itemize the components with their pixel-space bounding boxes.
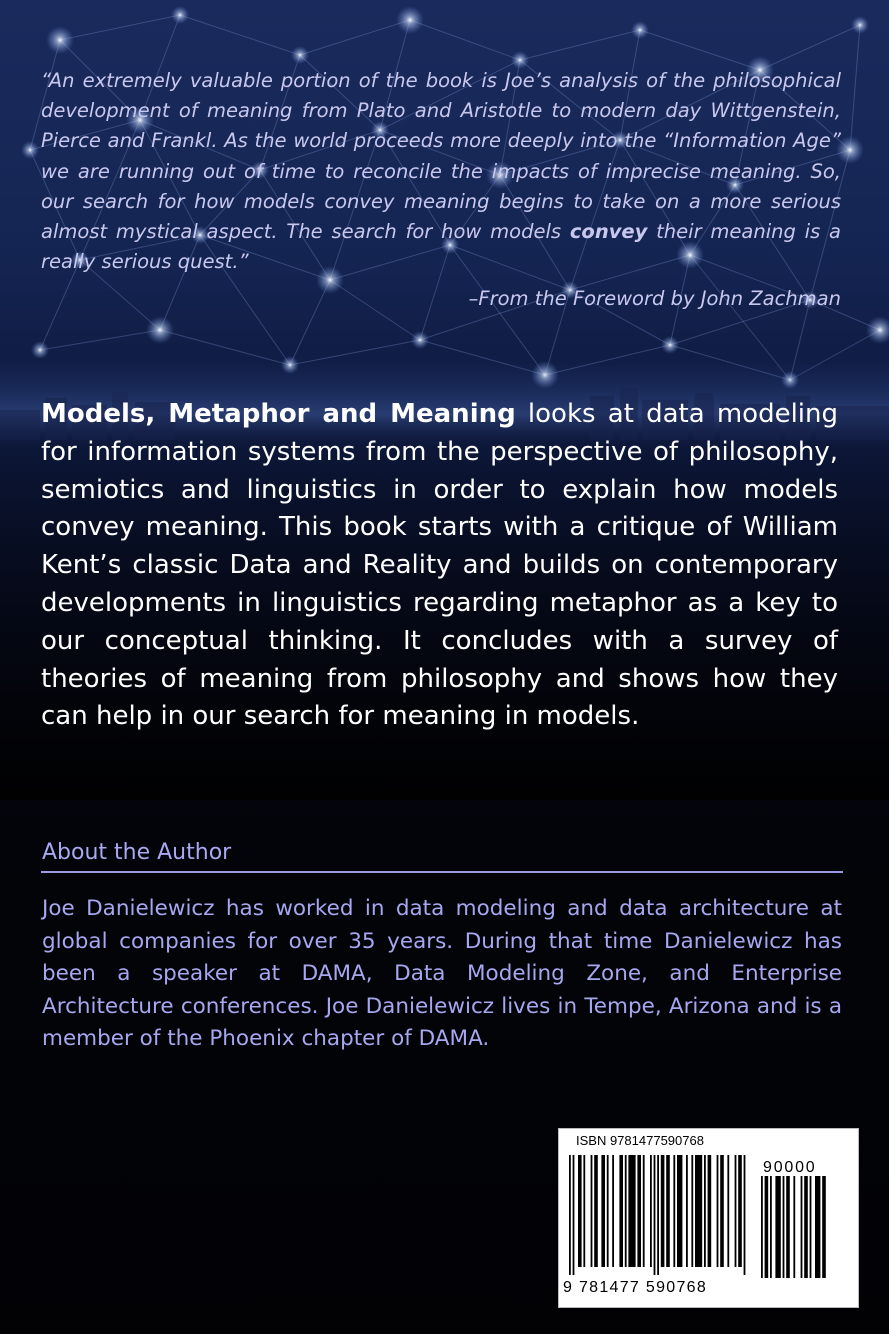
barcode-bar	[804, 1176, 808, 1278]
quote-attribution: –From the Foreword by John Zachman	[468, 287, 841, 310]
barcode-bar	[720, 1155, 724, 1267]
book-description	[41, 396, 838, 736]
network-node	[46, 26, 74, 54]
barcode-bar	[815, 1176, 820, 1278]
barcode-bar	[583, 1155, 585, 1267]
network-node	[21, 141, 39, 159]
network-node	[661, 336, 679, 354]
barcode-bar	[786, 1176, 790, 1278]
barcode-bar	[735, 1155, 737, 1267]
barcode-bar	[573, 1155, 575, 1275]
barcode-bar	[793, 1176, 795, 1278]
isbn-label: ISBN 9781477590768	[576, 1133, 704, 1148]
network-line	[300, 20, 410, 55]
barcode-bar	[643, 1155, 645, 1267]
network-line	[160, 330, 290, 365]
barcode-bar	[801, 1176, 803, 1278]
barcode-bar	[677, 1155, 682, 1267]
barcode-bar	[607, 1155, 609, 1267]
network-node	[396, 6, 424, 34]
network-line	[640, 30, 760, 70]
barcode-bar	[708, 1155, 712, 1267]
barcode-bar	[810, 1176, 812, 1278]
barcode-bar	[704, 1155, 706, 1267]
barcode-bar	[619, 1155, 623, 1267]
quote-emphasis: convey	[569, 220, 648, 244]
barcode-bar	[628, 1155, 635, 1267]
barcode-bar	[594, 1155, 598, 1267]
network-line	[40, 330, 160, 350]
book-title: Models, Metaphor and Meaning	[41, 399, 516, 429]
about-divider	[41, 871, 843, 873]
barcode-bar	[727, 1155, 729, 1267]
barcode-bar	[569, 1155, 571, 1275]
barcode-bar	[637, 1155, 641, 1267]
barcode-bar	[601, 1155, 605, 1267]
barcode-bar	[654, 1155, 656, 1275]
network-line	[520, 30, 640, 60]
foreword-quote	[41, 66, 841, 277]
about-author-heading: About the Author	[42, 840, 232, 865]
barcode-bar	[612, 1155, 614, 1267]
network-line	[290, 280, 330, 365]
barcode-bar	[775, 1176, 780, 1278]
network-node	[291, 46, 309, 64]
network-line	[330, 280, 420, 340]
barcode-bar	[761, 1176, 763, 1278]
network-node	[171, 6, 189, 24]
barcode-bar	[822, 1176, 826, 1278]
barcode-bar	[650, 1155, 652, 1267]
barcode-bar	[686, 1155, 688, 1267]
description-text: looks at data modeling for information systems from the perspective of philosophy, semiotics and linguistics in order to explain how models convey meaning. This book starts with a critique of William Kent’s classic Data and Reality and builds on contemporary developments in linguistics regarding metaphor as a key to our conceptual thinking. It concludes with a survey of theories of meaning from philosophy and shows how they can help in our search for meaning in models.	[41, 399, 838, 732]
barcode-bar	[666, 1155, 670, 1267]
quote-text-part2: their meaning is a really serious quest.”	[41, 220, 842, 274]
network-node	[411, 331, 429, 349]
barcode-bar	[770, 1176, 772, 1278]
barcode-bar	[578, 1155, 582, 1267]
isbn-digits: 9 781477 590768	[563, 1279, 708, 1296]
barcode-bar	[765, 1176, 769, 1278]
barcode-bars	[569, 1155, 755, 1281]
isbn-barcode	[558, 1128, 859, 1308]
about-author-body: Joe Danielewicz has worked in data modeling and data architecture at global companies for over 35 years. During that time Danielewicz has been a speaker at DAMA, Data Modeling Zone, and Enterprise Architecture conferences. Joe Danielewicz lives in Tempe, Arizona and is a member of the Phoenix chapter of DAMA.	[42, 896, 842, 1051]
network-node	[866, 316, 889, 344]
network-line	[760, 25, 860, 70]
price-addon-bars	[761, 1176, 849, 1281]
barcode-bar	[695, 1155, 702, 1267]
network-line	[180, 15, 300, 55]
barcode-bar	[738, 1155, 742, 1267]
network-node	[146, 316, 174, 344]
barcode-bar	[783, 1176, 785, 1278]
network-node	[31, 341, 49, 359]
barcode-bar	[673, 1155, 675, 1267]
network-node	[851, 16, 869, 34]
barcode-bar	[657, 1155, 659, 1275]
barcode-bar	[744, 1155, 746, 1275]
barcode-bar	[717, 1155, 719, 1267]
network-line	[410, 20, 520, 60]
barcode-bar	[661, 1155, 665, 1267]
network-node	[631, 21, 649, 39]
barcode-bar	[591, 1155, 593, 1267]
barcode-bar	[625, 1155, 627, 1267]
network-line	[60, 15, 180, 40]
quote-text-part1: “An extremely valuable portion of the book is Joe’s analysis of the philosophical development of meaning from Plato and Aristotle to modern day Wittgenstein, Pierce and Frankl. As the world proceeds more deeply into the “Information Age” we are running out of time to reconcile the impacts of imprecise meaning. So, our search for how models convey meaning begins to take on a more serious almost mystical aspect. The search for how models	[41, 69, 841, 244]
network-line	[850, 25, 860, 150]
price-code: 90000	[763, 1159, 817, 1176]
barcode-bar	[691, 1155, 693, 1267]
